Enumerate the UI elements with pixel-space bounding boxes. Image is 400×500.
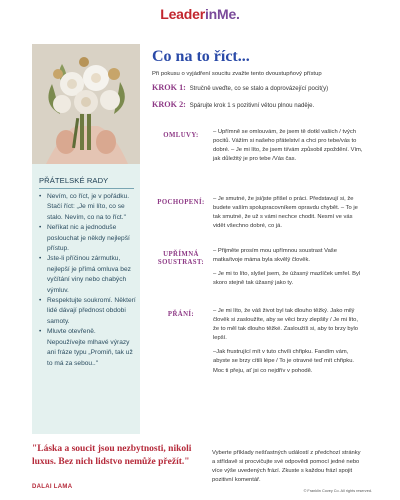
step-1	[152, 83, 392, 92]
tips-list	[39, 192, 136, 369]
logo-suffix: .	[236, 6, 240, 22]
tip-text: Jste-li příčinou zármutku, nejlepší je přímá omluva bez vyčítání viny nebo chabých výmluv.	[47, 255, 131, 294]
quote-author: DALAI LAMA	[32, 484, 73, 490]
section-paragraph: – Upřímně se omlouvám, že jsem tě dotkl vašich / tvých pocitů. Vážím si našeho přátelství a chci pro tebe/vás to dobré. – Je mi líto, že jsem ti/vám způsobil zpoždění. Vím, jak důležitý je pro tebe /Vás čas.	[213, 129, 363, 163]
bullet-icon: •	[39, 328, 42, 336]
section-label-condolences: UPŘÍMNÁ SOUSTRAST:	[157, 251, 205, 266]
section-paragraph: – Je smutné, že jsi/jste přišel o práci. Představují si, že budete vaším spolupracovníkem opravdu chybět. – To je tak smutné, že už s vámi nechce chodit. Nesmí ve vás vidět všechno dobré, co já.	[213, 196, 358, 230]
practice-instructions: Vyberte příklady nešťastných událostí z předchozí stránky a střídavě si procvičujte své odpovědi pomocí jedné nebo více výše uvedených frází. Zkuste s každou frází spojit pozitivní komentář.	[212, 450, 361, 484]
step-1-text: Stručně uveďte, co se stalo a doprovázející pocit(y)	[189, 85, 329, 92]
section-paragraph: – Přijměte prosím mou upřímnou soustrast Vaše matka/tvoje máma byla skvělý člověk.	[213, 248, 337, 264]
section-label-understanding: POCHOPENÍ:	[157, 199, 205, 206]
bullet-icon: •	[39, 193, 42, 200]
tip-item	[39, 327, 136, 369]
bouquet-illustration	[32, 44, 140, 164]
dalai-lama-quote: "Láska a soucit jsou nezbytnosti, nikoli luxus. Bez nich lidstvo nemůže přežít."	[32, 444, 192, 467]
bullet-icon: •	[39, 224, 42, 232]
tip-text: Nevím, co říct, je v pořádku. Stačí říct: „Je mi líto, co se stalo. Nevím, co na to říct."	[47, 193, 130, 221]
section-paragraph: – Je mi líto, že váš život byl tak dlouho těžký. Jako milý člověk si zasloužíte, aby se věci brzy zlepšily / Je mi líto, že to měl tak dlouho těžké. Zasloužíš si, aby to brzy bylo lepší.	[213, 308, 358, 342]
section-body-understanding	[213, 195, 363, 236]
section-body-wishes	[213, 307, 363, 381]
tips-divider	[39, 188, 134, 189]
copyright-notice: © Franklin Covey Co. All rights reserved.	[303, 489, 372, 493]
tip-item	[39, 223, 136, 254]
friendly-tips-title: PŘÁTELSKÉ RADY	[39, 176, 109, 185]
tip-text: Neříkat nic a jednoduše poslouchat je někdy nejlepší přístup.	[47, 224, 130, 253]
step-2-text: Spárujte krok 1 s pozitivní větou plnou naděje.	[189, 102, 315, 109]
leader-in-me-logo	[0, 6, 400, 22]
intro-text: Při pokusu o vyjádření soucitu zvažte tento dvoustupňový přístup	[152, 71, 322, 77]
tip-text: Mluvte otevřeně. Nepoužívejte mlhavé výrazy ani fráze typu „Promiň, tak už to má za sebou.."	[47, 328, 133, 367]
bouquet-photo	[32, 44, 140, 164]
section-body-apologies	[213, 128, 363, 169]
section-paragraph: –Jak frustrující mít v tuto chvíli chřipku. Fandím vám, abyste se brzy cítili lépe / To je otravné teď mít chřipku. Moc ti přeju, ať jsi co nejdřív v pohodě.	[213, 349, 355, 374]
tip-item	[39, 296, 136, 327]
step-2	[152, 100, 392, 109]
bullet-icon: •	[39, 297, 42, 305]
section-label-wishes: PŘÁNÍ:	[167, 311, 195, 318]
tip-item	[39, 192, 136, 223]
page-title: Co na to říct...	[152, 48, 250, 65]
tip-item	[39, 254, 136, 296]
logo-part-leader: Leader	[160, 6, 205, 22]
section-label-apologies: OMLUVY:	[163, 132, 199, 139]
section-body-condolences	[213, 247, 363, 293]
step-1-label: KROK 1:	[152, 83, 186, 92]
bullet-icon: •	[39, 255, 42, 263]
section-paragraph: – Je mi to líto, slyšel jsem, že úžasný mazlíček umřel. Byl skoro stejně tak úžasný jako ty.	[213, 271, 361, 287]
logo-part-inme: inMe	[204, 6, 237, 22]
step-2-label: KROK 2:	[152, 100, 186, 109]
tip-text: Respektujte soukromí. Některí lidé dávají přednost obdobi samoty.	[47, 297, 136, 325]
friendly-tips-panel	[32, 164, 140, 434]
